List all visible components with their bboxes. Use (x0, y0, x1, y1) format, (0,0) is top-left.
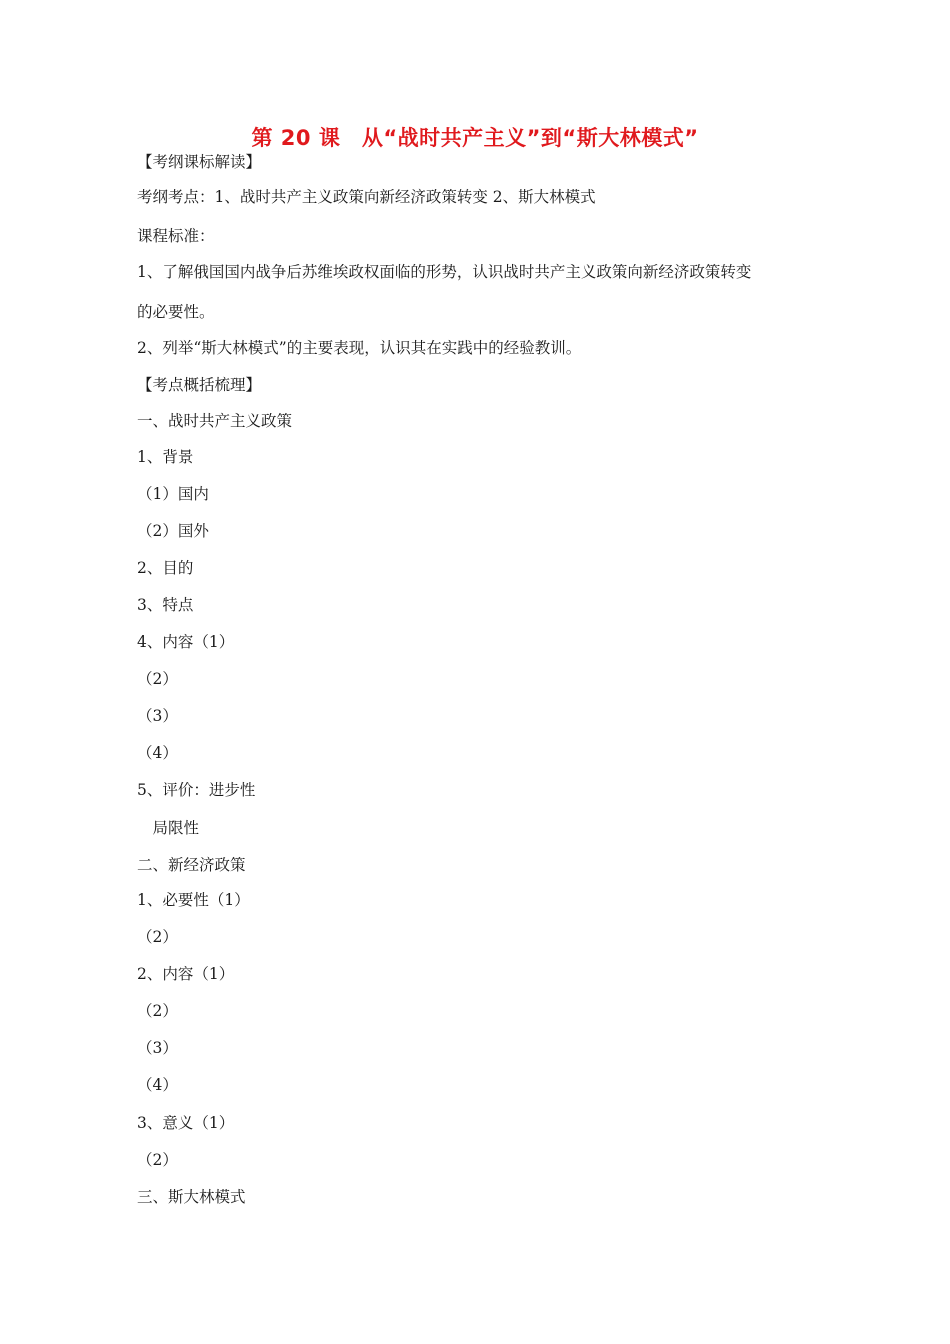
list-item: 2、目的 (137, 559, 194, 577)
part-heading-war-communism: 一、战时共产主义政策 (137, 412, 293, 430)
list-item: （3） (137, 1039, 178, 1057)
list-item: （2） (137, 928, 178, 946)
list-item: 3、意义（1） (137, 1114, 235, 1132)
list-item: （4） (137, 1076, 178, 1094)
list-item: 5、评价：进步性 (137, 781, 256, 799)
page-title: 第 20 课 从“战时共产主义”到“斯大林模式” (251, 126, 699, 150)
list-item: （3） (137, 707, 178, 725)
list-item: （4） (137, 744, 178, 762)
list-item: 1、必要性（1） (137, 891, 250, 909)
list-item: （2） (137, 1151, 178, 1169)
list-item: 2、内容（1） (137, 965, 235, 983)
section-heading-summary: 【考点概括梳理】 (137, 376, 262, 394)
list-item: 1、背景 (137, 448, 194, 466)
list-item: （2）国外 (137, 522, 209, 540)
section-heading-outline: 【考纲课标解读】 (137, 153, 262, 171)
standard-item-2: 2、列举“斯大林模式”的主要表现，认识其在实践中的经验教训。 (137, 339, 582, 357)
curriculum-standard-label: 课程标准： (137, 227, 215, 245)
list-item: （2） (137, 670, 178, 688)
list-item: 3、特点 (137, 596, 194, 614)
standard-item-1: 1、了解俄国国内战争后苏维埃政权面临的形势，认识战时共产主义政策向新经济政策转变 (137, 263, 752, 281)
part-heading-stalin-model: 三、斯大林模式 (137, 1188, 246, 1206)
list-item: （1）国内 (137, 485, 209, 503)
list-item: 局限性 (137, 819, 200, 837)
standard-item-1-continued: 的必要性。 (137, 303, 215, 321)
list-item: （2） (137, 1002, 178, 1020)
part-heading-nep: 二、新经济政策 (137, 856, 246, 874)
list-item: 4、内容（1） (137, 633, 235, 651)
exam-points-line: 考纲考点：1、战时共产主义政策向新经济政策转变 2、斯大林模式 (137, 188, 596, 206)
